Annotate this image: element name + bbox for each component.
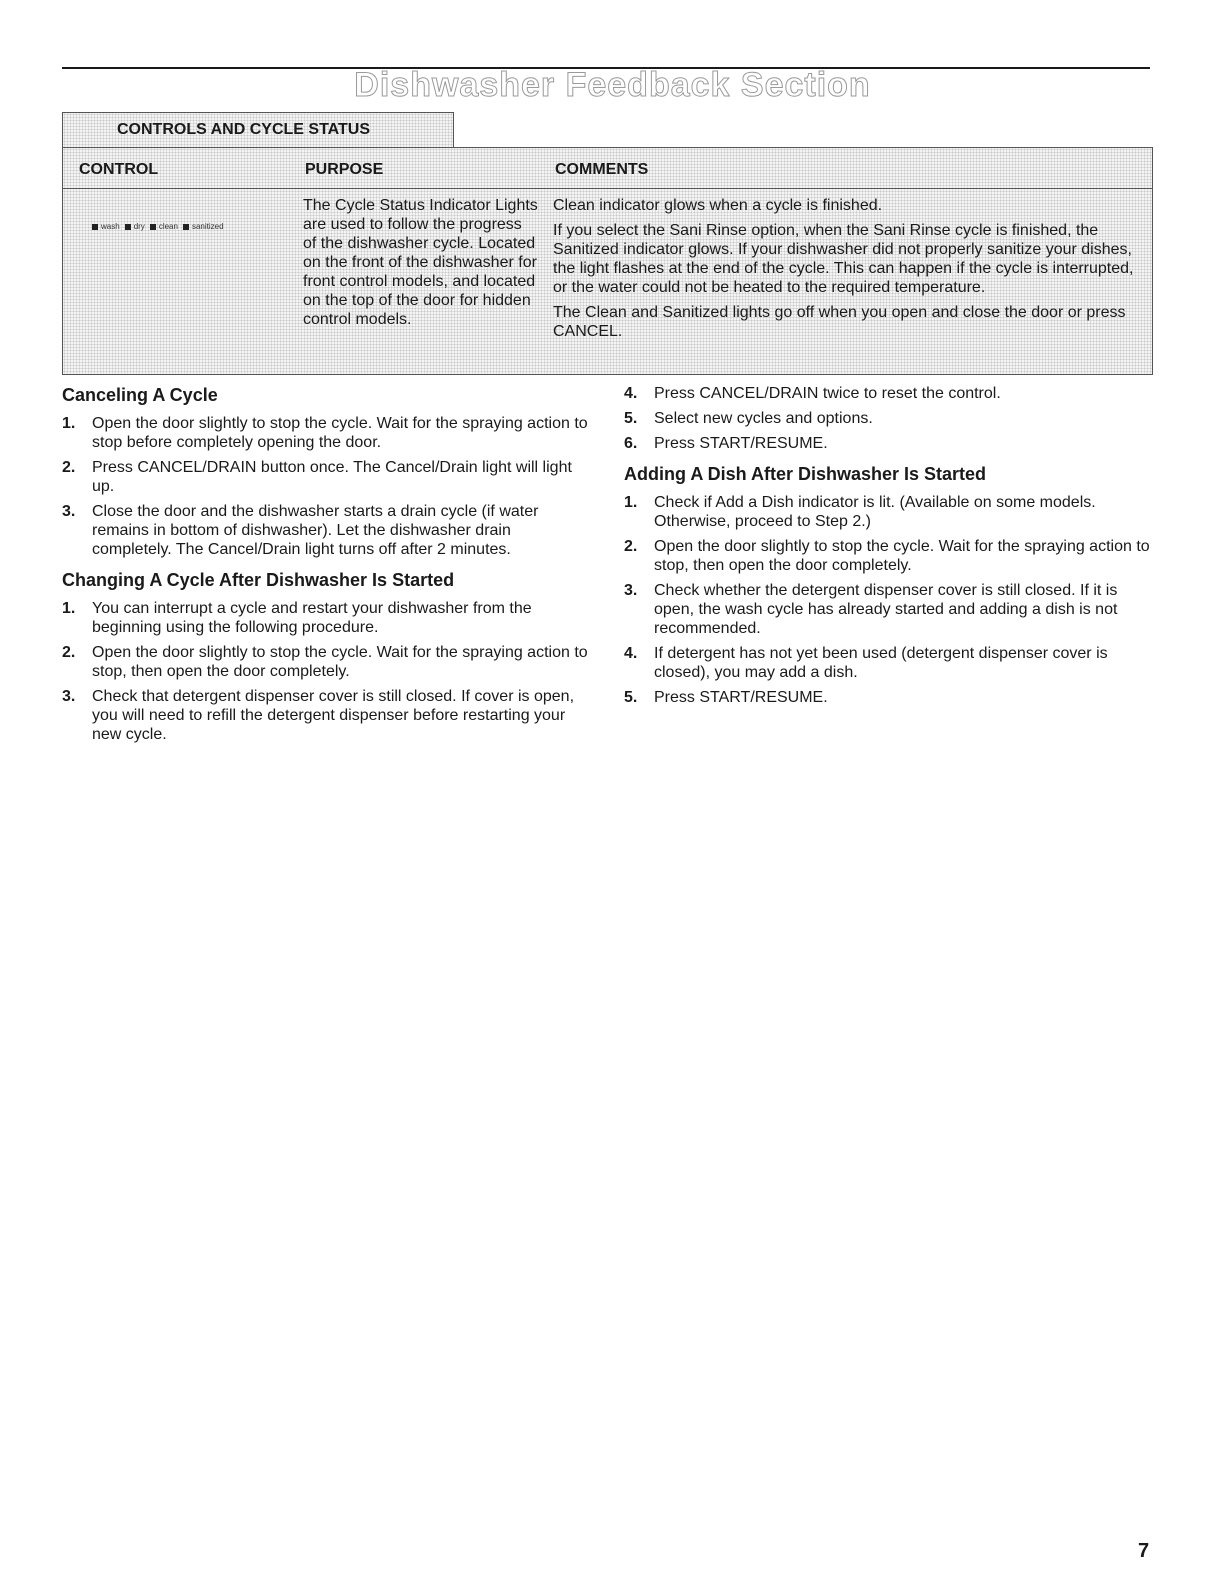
indicator-light-icon (125, 224, 131, 230)
step-number: 2. (62, 459, 76, 476)
purpose-cell: The Cycle Status Indicator Lights are used to follow the progress of the dishwasher cycle. Located on the front of the dishwasher for front control models, and located on the top of the door for hidden control models. (303, 197, 538, 328)
changing-steps (62, 599, 590, 744)
header-purpose: PURPOSE (305, 161, 384, 178)
step-item (624, 537, 1152, 575)
step-text: You can interrupt a cycle and restart your dishwasher from the beginning using the following procedure. (92, 600, 532, 636)
indicator-sanitized (183, 222, 224, 231)
step-item (62, 502, 590, 559)
controls-table (62, 147, 1153, 375)
step-text: Check whether the detergent dispenser cover is still closed. If it is open, the wash cycle has already started and adding a dish is not recommended. (654, 582, 1118, 637)
step-item (62, 687, 590, 744)
step-text: Press START/RESUME. (654, 689, 828, 706)
indicator-dry (125, 222, 145, 231)
comments-cell (553, 196, 1143, 347)
header-comments: COMMENTS (555, 161, 649, 178)
cycle-status-indicators (92, 222, 224, 231)
table-caption: CONTROLS AND CYCLE STATUS (62, 112, 454, 148)
step-item (62, 458, 590, 496)
comment-paragraph: Clean indicator glows when a cycle is finished. (553, 197, 883, 214)
step-text: Open the door slightly to stop the cycle. Wait for the spraying action to stop before completely opening the door. (92, 415, 588, 451)
step-item (624, 384, 1152, 403)
page-number: 7 (1138, 1540, 1150, 1562)
step-item (624, 434, 1152, 453)
step-item (624, 409, 1152, 428)
indicator-light-icon (150, 224, 156, 230)
adding-heading: Adding A Dish After Dishwasher Is Started (624, 464, 987, 484)
indicator-light-icon (183, 224, 189, 230)
step-item (624, 688, 1152, 707)
indicator-label: sanitized (191, 222, 224, 231)
step-item (624, 581, 1152, 638)
step-number: 3. (62, 688, 76, 705)
step-text: Select new cycles and options. (654, 410, 873, 427)
canceling-steps (62, 414, 590, 559)
step-number: 3. (62, 503, 76, 520)
step-text: If detergent has not yet been used (detergent dispenser cover is closed), you may add a dish. (654, 645, 1108, 681)
step-number: 3. (624, 582, 638, 599)
header-control: CONTROL (79, 161, 159, 178)
step-number: 1. (624, 494, 638, 511)
adding-steps (624, 493, 1152, 707)
step-number: 4. (624, 645, 638, 662)
step-text: Press START/RESUME. (654, 435, 828, 452)
step-item (62, 599, 590, 637)
comment-paragraph: The Clean and Sanitized lights go off when you open and close the door or press CANCEL. (553, 304, 1126, 340)
step-text: Open the door slightly to stop the cycle. Wait for the spraying action to stop, then open the door completely. (654, 538, 1150, 574)
step-item (62, 643, 590, 681)
step-text: Check if Add a Dish indicator is lit. (Available on some models. Otherwise, proceed to Step 2.) (654, 494, 1096, 530)
step-number: 5. (624, 410, 638, 427)
canceling-steps-continued (624, 384, 1152, 453)
comment-paragraph: If you select the Sani Rinse option, when the Sani Rinse cycle is finished, the Sanitized indicator glows. If your dishwasher did not properly sanitize your dishes, the light flashes at the end of the cycle. This can happen if the cycle is interrupted, or the water could not be heated to the required temperature. (553, 222, 1134, 296)
step-text: Press CANCEL/DRAIN button once. The Cancel/Drain light will light up. (92, 459, 572, 495)
header-divider (63, 188, 1152, 189)
step-text: Open the door slightly to stop the cycle. Wait for the spraying action to stop, then open the door completely. (92, 644, 588, 680)
canceling-heading: Canceling A Cycle (62, 385, 218, 405)
step-number: 2. (624, 538, 638, 555)
indicator-label: clean (158, 222, 178, 231)
step-number: 1. (62, 600, 76, 617)
step-number: 5. (624, 689, 638, 706)
step-number: 2. (62, 644, 76, 661)
step-item (624, 493, 1152, 531)
right-column (624, 384, 1152, 717)
indicator-clean (150, 222, 178, 231)
section-title: Dishwasher Feedback Section (354, 66, 871, 104)
step-text: Close the door and the dishwasher starts a drain cycle (if water remains in bottom of dishwasher). Let the dishwasher drain completely. The Cancel/Drain light turns off after 2 minutes. (92, 503, 539, 558)
step-number: 1. (62, 415, 76, 432)
changing-heading: Changing A Cycle After Dishwasher Is Started (62, 570, 455, 590)
indicator-label: dry (133, 222, 145, 231)
step-text: Check that detergent dispenser cover is still closed. If cover is open, you will need to refill the detergent dispenser before restarting your new cycle. (92, 688, 575, 743)
step-item (624, 644, 1152, 682)
indicator-wash (92, 222, 120, 231)
step-item (62, 414, 590, 452)
step-number: 4. (624, 385, 638, 402)
indicator-label: wash (101, 222, 120, 231)
left-column (62, 384, 590, 754)
step-text: Press CANCEL/DRAIN twice to reset the control. (654, 385, 1001, 402)
indicator-light-icon (92, 224, 98, 230)
step-number: 6. (624, 435, 638, 452)
